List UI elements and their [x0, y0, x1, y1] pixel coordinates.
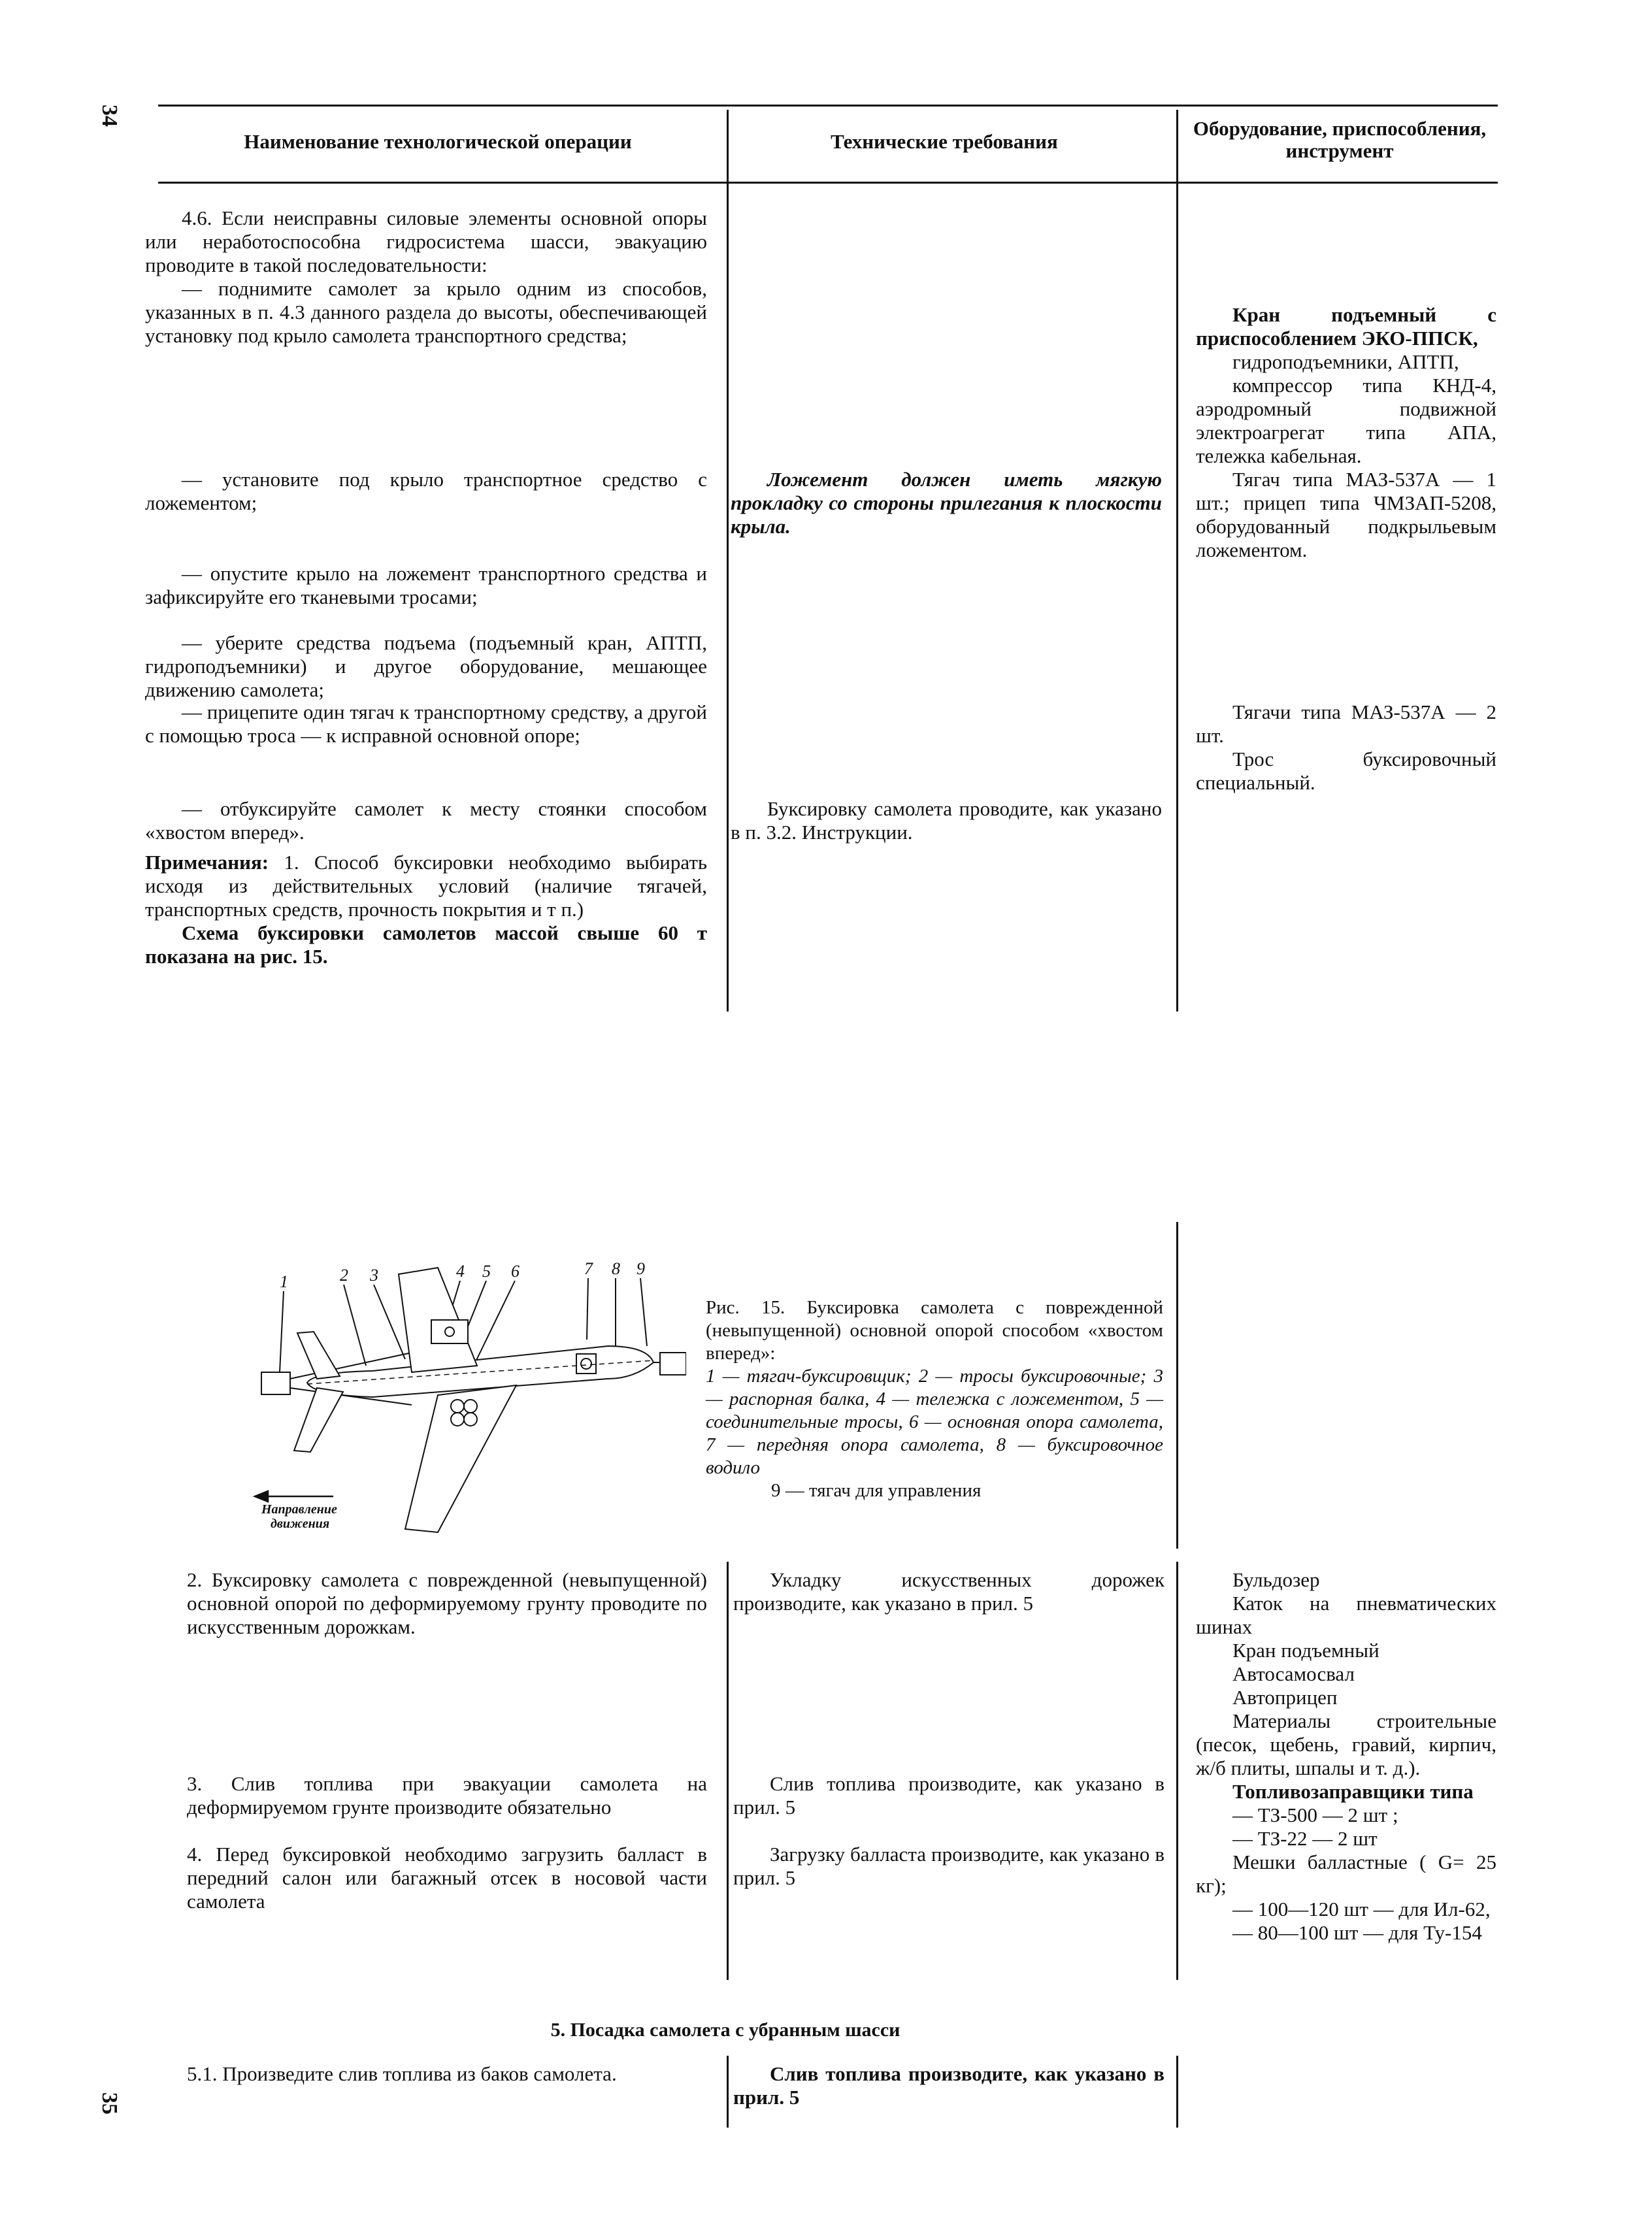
eq-bulldozer: Бульдозер: [1232, 1568, 1320, 1591]
note-1: 1. Способ буксировки необходимо выбирать исходя из действительных условий (наличие тягачей, транспортных средств, прочность покрытия и т п.): [145, 851, 708, 921]
operation-column-upper: [145, 206, 707, 348]
op-2-artificial-paths: 2. Буксировку самолета с поврежденной (невыпущенной) основной опорой по деформируемому грунту проводите по искусственным дорожкам.: [187, 1568, 707, 1638]
eq-bags-tu154: — 80—100 шт — для Ту-154: [1232, 1921, 1482, 1944]
req-op4: Загрузку балласта производите, как указано в прил. 5: [733, 1843, 1165, 1889]
op-step-hitch: — прицепите один тягач к транспортному средству, а другой с помощью троса — к исправной основной опоре;: [145, 700, 707, 747]
figure-caption-last: 9 — тягач для управления: [771, 1480, 982, 1501]
op-step-tow: — отбуксируйте самолет к месту стоянки способом «хвостом вперед».: [145, 797, 707, 844]
equipment-column-upper-2: [1196, 700, 1496, 795]
fig-label-8: 8: [612, 1259, 620, 1278]
eq-fuel-trucks: Топливозаправщики типа: [1232, 1780, 1474, 1803]
req-op3: Слив топлива производите, как указано в прил. 5: [733, 1772, 1165, 1819]
header-col-operation: Наименование технологической операции: [244, 130, 632, 153]
eq-tz22: — ТЗ-22 — 2 шт: [1232, 1827, 1378, 1850]
header-col-equipment-line2: инструмент: [1285, 139, 1394, 162]
header-col-equipment-line1: Оборудование, приспособления,: [1193, 117, 1487, 140]
op-step-remove: — уберите средства подъема (подъемный кран, АПТП, гидроподъемники) и другое оборудование, мешающее движению самолета;: [145, 631, 707, 701]
direction-label-line2: движения: [271, 1517, 330, 1531]
fig-label-6: 6: [511, 1262, 520, 1281]
eq-crane: Кран подъемный с приспособлением ЭКО-ППСК,: [1196, 303, 1496, 350]
col-divider-2-lower: [1176, 1562, 1178, 1980]
fig-label-1: 1: [280, 1272, 288, 1291]
header-col-equipment: [1183, 118, 1496, 162]
figure-caption-title: Рис. 15. Буксировка самолета с поврежденной (невыпущенной) основной опорой способом «хвостом вперед»:: [706, 1297, 1163, 1364]
eq-tow-cable: Трос буксировочный специальный.: [1196, 748, 1496, 794]
header-top-rule: [158, 105, 1498, 107]
fig-label-3: 3: [370, 1266, 378, 1285]
eq-roller: Каток на пневматических шинах: [1196, 1592, 1496, 1638]
equipment-column-upper-1: [1196, 303, 1496, 562]
figure-caption: [706, 1296, 1163, 1502]
eq-materials: Материалы строительные (песок, щебень, гравий, кирпич, ж/б плиты, шпалы и т. д.).: [1196, 1709, 1496, 1779]
eq-trailer: Автоприцеп: [1232, 1686, 1338, 1709]
note-2: Схема буксировки самолетов массой свыше 60 т показана на рис. 15.: [145, 921, 707, 968]
col-divider-2-figure: [1176, 1222, 1178, 1549]
fig-label-7: 7: [584, 1259, 593, 1278]
fig-label-2: 2: [340, 1266, 348, 1285]
col-divider-2-sec5: [1176, 2056, 1178, 2128]
eq-bags-il62: — 100—120 шт — для Ил-62,: [1232, 1898, 1491, 1920]
req-op2: Укладку искусственных дорожек производите, как указано в прил. 5: [733, 1568, 1165, 1615]
fig-label-5: 5: [482, 1262, 491, 1281]
op-step-install: — установите под крыло транспортное средство с ложементом;: [145, 468, 707, 514]
page-number-bottom: 35: [97, 2092, 122, 2115]
req-5-1: Слив топлива производите, как указано в прил. 5: [733, 2062, 1165, 2109]
op-step-lift: — поднимите самолет за крыло одним из способов, указанных в п. 4.3 данного раздела до высоты, обеспечивающей установку под крыло самолета транспортного средства;: [145, 277, 707, 347]
section-5-title: 5. Посадка самолета с убранным шасси: [550, 2019, 900, 2041]
col-divider-1-sec5: [727, 2056, 729, 2128]
eq-ballast-bags: Мешки балластные ( G= 25 кг);: [1196, 1851, 1496, 1897]
eq-tractor-trailer: Тягач типа МАЗ-537А — 1 шт.; прицеп типа ЧМЗАП-5208, оборудованный подкрыльевым ложементом.: [1196, 468, 1496, 561]
op-3-fuel-drain: 3. Слив топлива при эвакуации самолета на деформируемом грунте производите обязательно: [187, 1772, 707, 1819]
req-cradle: Ложемент должен иметь мягкую прокладку со стороны прилегания к плоскости крыла.: [731, 468, 1162, 538]
notes-block: [145, 851, 707, 968]
req-towing: Буксировку самолета проводите, как указано в п. 3.2. Инструкции.: [731, 797, 1162, 844]
header-bottom-rule: [158, 182, 1498, 184]
col-divider-1-upper: [727, 110, 729, 1012]
notes-label: Примечания:: [145, 851, 269, 874]
eq-hydrolifts: гидроподъемники, АПТП,: [1232, 350, 1459, 373]
towing-diagram: [242, 1255, 686, 1536]
eq-tz500: — ТЗ-500 — 2 шт ;: [1232, 1803, 1398, 1826]
op-step-lower: — опустите крыло на ложемент транспортного средства и зафиксируйте его тканевыми тросами;: [145, 562, 707, 608]
fig-label-4: 4: [456, 1262, 465, 1281]
op-5-1-fuel-drain: 5.1. Произведите слив топлива из баков самолета.: [187, 2062, 617, 2085]
header-col-requirements: Технические требования: [831, 130, 1058, 153]
col-divider-1-lower: [727, 1562, 729, 1980]
direction-label-line1: Направление: [261, 1502, 337, 1517]
eq-dump-truck: Автосамосвал: [1232, 1662, 1355, 1685]
eq-tractors: Тягачи типа МАЗ-537А — 2 шт.: [1196, 700, 1496, 747]
eq-compressor: компрессор типа КНД-4, аэродромный подвижной электроагрегат типа АПА, тележка кабельная.: [1196, 374, 1496, 467]
col-divider-2-upper: [1176, 110, 1178, 1012]
page-number-top: 34: [97, 105, 122, 127]
figure-caption-items: 1 — тягач-буксировщик; 2 — тросы буксировочные; 3 — распорная балка, 4 — тележка с ложементом, 5 — соединительные тросы, 6 — основная опора самолета, 7 — передняя опора самолета, 8 — буксировочное водило: [706, 1366, 1163, 1478]
op-4-ballast: 4. Перед буксировкой необходимо загрузить балласт в передний салон или багажный отсек в носовой части самолета: [187, 1843, 707, 1913]
op-4-6-intro: 4.6. Если неисправны силовые элементы основной опоры или неработоспособна гидросистема шасси, эвакуацию проводите в такой последовательности:: [145, 206, 707, 276]
eq-lift-crane: Кран подъемный: [1232, 1639, 1379, 1662]
equipment-column-lower: [1196, 1568, 1496, 1945]
fig-label-9: 9: [636, 1259, 645, 1278]
